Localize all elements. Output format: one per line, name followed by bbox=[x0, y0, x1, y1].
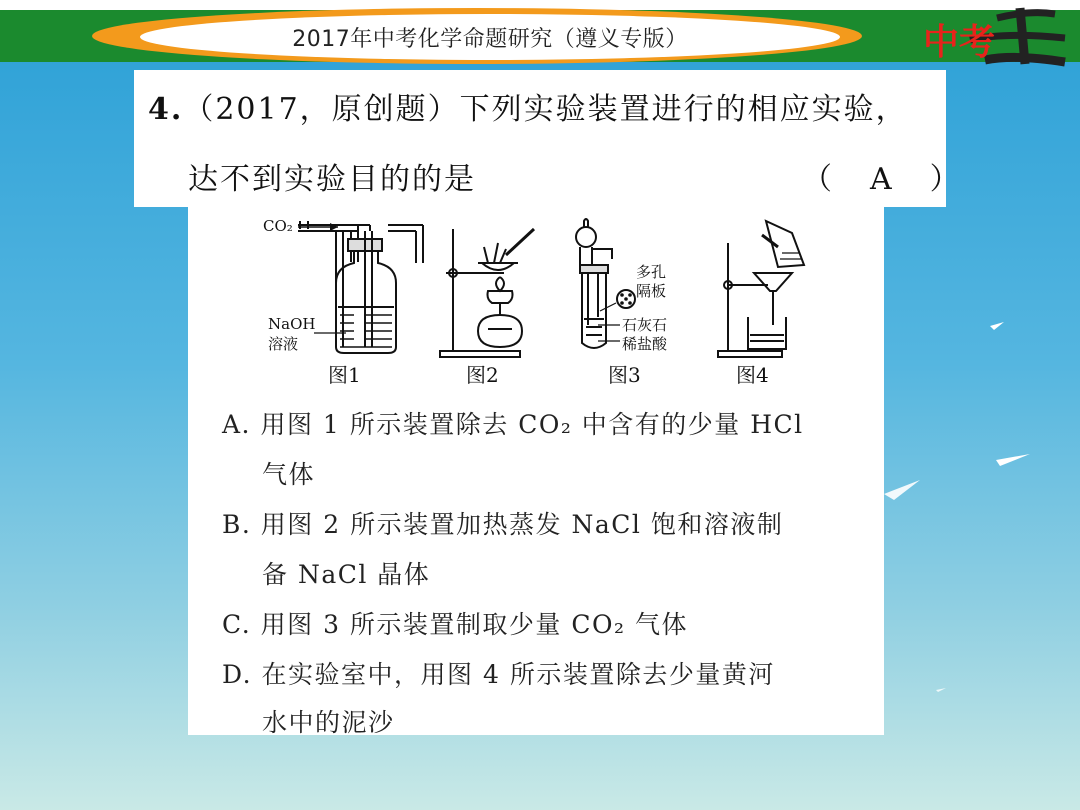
question-number: 4. bbox=[148, 92, 184, 127]
zhongkaowang-logo bbox=[915, 2, 1075, 74]
fig1-liquid-label-2: 溶液 bbox=[268, 335, 299, 353]
figure-1-tubes bbox=[336, 207, 423, 347]
header-oval bbox=[140, 14, 840, 60]
option-b-line-2: 备 NaCl 晶体 bbox=[262, 560, 431, 589]
fig3-caption: 图3 bbox=[608, 363, 641, 387]
option-b-line-1: B. 用图 2 所示装置加热蒸发 NaCl 饱和溶液制 bbox=[222, 510, 784, 539]
figure-4-filtration bbox=[718, 221, 804, 357]
fig1-gas-label: CO₂ bbox=[263, 217, 293, 235]
porous-plate-holes bbox=[620, 293, 632, 305]
question-line-2: 达不到实验目的的是 bbox=[188, 162, 476, 197]
option-a-line-1: A. 用图 1 所示装置除去 CO₂ 中含有的少量 HCl bbox=[222, 410, 804, 439]
fig1-caption: 图1 bbox=[328, 363, 361, 387]
option-d-line-2: 水中的泥沙 bbox=[262, 708, 395, 737]
fig1-liquid-label-1: NaOH bbox=[268, 315, 316, 333]
question-line-1 bbox=[148, 84, 908, 128]
fig3-acid-label: 稀盐酸 bbox=[622, 335, 668, 353]
svg-text:中考: 中考 bbox=[923, 22, 996, 63]
header-title: 2017年中考化学命题研究（遵义专版） bbox=[292, 26, 688, 52]
figure-2-evaporation bbox=[440, 229, 534, 357]
paper-plane-decor bbox=[880, 440, 1080, 700]
fig3-solid-label: 石灰石 bbox=[622, 316, 668, 334]
content-box bbox=[188, 207, 884, 735]
fig3-plate-label-1: 多孔 bbox=[636, 263, 667, 281]
small-plane-decor bbox=[990, 320, 1010, 334]
option-a-line-2: 气体 bbox=[262, 460, 316, 489]
fig3-plate-pointer bbox=[600, 303, 616, 311]
fig3-plate-label-2: 隔板 bbox=[636, 282, 667, 300]
fig2-caption: 图2 bbox=[466, 363, 499, 387]
fig4-caption: 图4 bbox=[736, 363, 769, 387]
answer-bracket: （ A ） bbox=[802, 162, 964, 197]
question-box bbox=[134, 70, 964, 207]
question-text-1: （2017，原创题）下列实验装置进行的相应实验， bbox=[183, 92, 908, 127]
option-d-line-1: D. 在实验室中，用图 4 所示装置除去少量黄河 bbox=[222, 660, 775, 689]
option-c-line-1: C. 用图 3 所示装置制取少量 CO₂ 气体 bbox=[222, 610, 688, 639]
apparatus-figures bbox=[188, 207, 884, 397]
